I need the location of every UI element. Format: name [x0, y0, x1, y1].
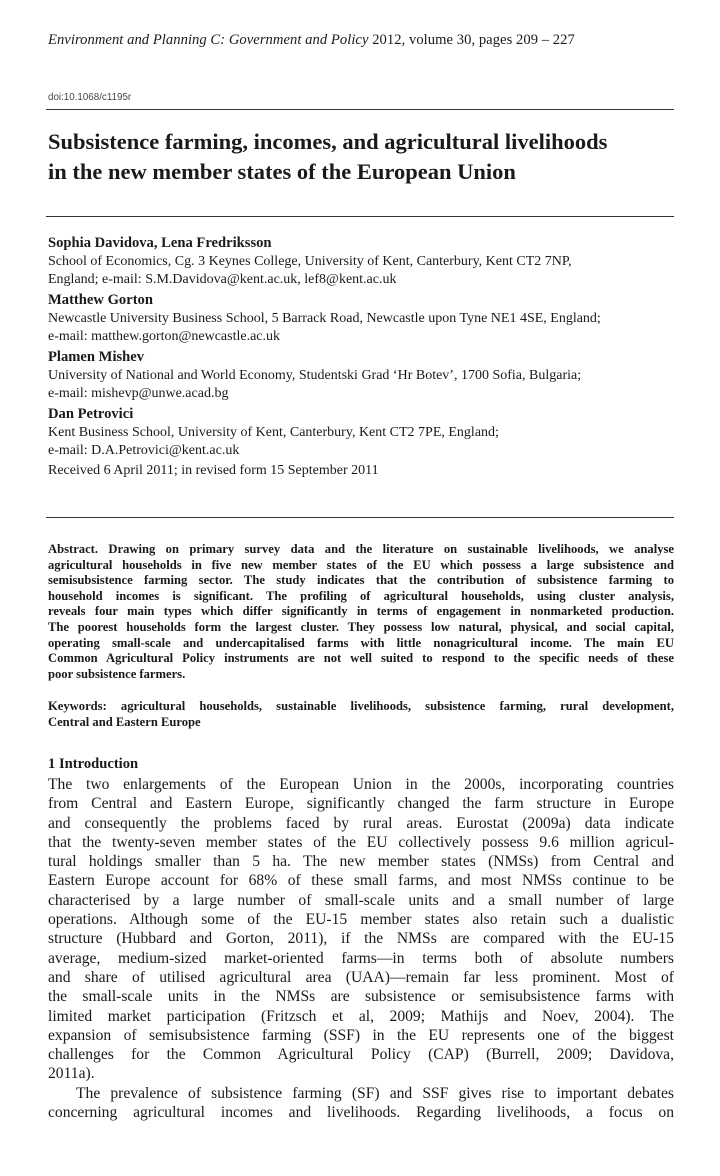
body-line: and consequently the problems faced by rural areas. Eurostat (2009a) data indicate [48, 814, 674, 832]
author-affiliation [48, 424, 680, 460]
author-affiliation [48, 367, 680, 403]
abstract-line: poor subsistence farmers. [48, 666, 186, 681]
body-line: The prevalence of subsistence farming (SF) and SSF gives rise to important debates [76, 1084, 674, 1102]
keywords-line: Central and Eastern Europe [48, 714, 201, 729]
author-list [48, 234, 680, 480]
abstract [48, 542, 674, 682]
abstract-line: agricultural households in five new member states of the EU which possess a large subsistence and [48, 557, 674, 572]
body-line: expansion of semisubsistence farming (SSF) in the EU represents one of the biggest [48, 1026, 674, 1044]
body-line: concerning agricultural incomes and livelihoods. Regarding livelihoods, a focus on [48, 1104, 674, 1122]
affiliation-line: Kent Business School, University of Kent, Canterbury, Kent CT2 7PE, England; [48, 425, 499, 440]
abstract-line: semisubsistence farming sector. The study indicates that the contribution of subsistence farming to [48, 573, 674, 588]
author-block [48, 291, 680, 346]
keywords-line: Keywords: agricultural households, sustainable livelihoods, subsistence farming, rural development, [48, 699, 674, 713]
body-line: and share of utilised agricultural area (UAA)—remain far less prominent. Most of [48, 968, 674, 986]
affiliation-line: University of National and World Economy, Studentski Grad ‘Hr Botev’, 1700 Sofia, Bulgaria; [48, 368, 582, 383]
body-text [48, 775, 674, 1122]
body-line: that the twenty-seven member states of the EU collectively possess 9.6 million agricul- [48, 833, 674, 851]
journal-name: Environment and Planning C: Government and Policy [48, 32, 369, 48]
author-block [48, 234, 680, 289]
body-line: operations. Although some of the EU-15 member states also retain such a dualistic [48, 911, 674, 929]
affiliation-line: School of Economics, Cg. 3 Keynes College, University of Kent, Canterbury, Kent CT2 7NP, [48, 254, 572, 269]
author-affiliation [48, 253, 680, 289]
affiliation-line: England; e-mail: S.M.Davidova@kent.ac.uk, lef8@kent.ac.uk [48, 272, 397, 287]
abstract-line: household incomes is significant. The profiling of agricultural households, using cluster analysis, [48, 588, 674, 603]
affiliation-line: Newcastle University Business School, 5 Barrack Road, Newcastle upon Tyne NE1 4SE, England; [48, 311, 601, 326]
divider [46, 109, 674, 110]
abstract-line: operating small-scale and undercapitalised farms with little nonagricultural income. The main EU [48, 635, 674, 650]
body-line: tural holdings smaller than 5 ha. The new member states (NMSs) from Central and [48, 853, 674, 871]
abstract-line: Common Agricultural Policy instruments are not well suited to respond to the specific needs of these [48, 651, 674, 666]
author-name: Dan Petrovici [48, 406, 134, 422]
divider [46, 517, 674, 518]
received-dates: Received 6 April 2011; in revised form 15 September 2011 [48, 463, 379, 478]
keywords [48, 699, 674, 730]
section-heading: 1 Introduction [48, 756, 139, 772]
affiliation-line: e-mail: matthew.gorton@newcastle.ac.uk [48, 329, 281, 344]
title-line: in the new member states of the European Union [48, 159, 516, 184]
journal-details: 2012, volume 30, pages 209 – 227 [372, 32, 575, 48]
abstract-line: Abstract. Drawing on primary survey data and the literature on sustainable livelihoods, we analyse [48, 542, 674, 556]
body-line: the small-scale units in the NMSs are subsistence or semisubsistence farms with [48, 988, 674, 1006]
body-line: characterised by a large number of small-scale units and a small number of large [48, 891, 674, 909]
author-block [48, 348, 680, 403]
body-line: structure (Hubbard and Gorton, 2011), if the NMSs are compared with the EU-15 [48, 930, 674, 948]
author-affiliation [48, 310, 680, 346]
author-block [48, 405, 680, 460]
body-line: limited market participation (Fritzsch et al, 2009; Mathijs and Noev, 2004). The [48, 1007, 674, 1025]
abstract-line: The poorest households form the largest cluster. They possess low natural, physical, and social capital, [48, 619, 674, 634]
author-name: Matthew Gorton [48, 292, 153, 308]
affiliation-line: e-mail: D.A.Petrovici@kent.ac.uk [48, 443, 240, 458]
running-head [48, 32, 575, 49]
author-name: Plamen Mishev [48, 349, 145, 365]
doi: doi:10.1068/c1195r [48, 92, 132, 103]
body-line: challenges for the Common Agricultural Policy (CAP) (Burrell, 2009; Davidova, [48, 1046, 674, 1064]
body-line: average, medium-sized market-oriented farms—in terms both of absolute numbers [48, 949, 674, 967]
author-name: Sophia Davidova, Lena Fredriksson [48, 235, 272, 251]
article-title [48, 127, 670, 187]
body-line: Eastern Europe account for 68% of these small farms, and most NMSs continue to be [48, 872, 674, 890]
affiliation-line: e-mail: mishevp@unwe.acad.bg [48, 386, 229, 401]
body-line: from Central and Eastern Europe, significantly changed the farm structure in Europe [48, 795, 674, 813]
divider [46, 216, 674, 217]
abstract-line: reveals four main types which differ significantly in terms of engagement in nonmarketed production. [48, 604, 674, 619]
body-line: The two enlargements of the European Union in the 2000s, incorporating countries [48, 776, 674, 793]
title-line: Subsistence farming, incomes, and agricultural livelihoods [48, 129, 608, 154]
body-line: 2011a). [48, 1065, 95, 1083]
